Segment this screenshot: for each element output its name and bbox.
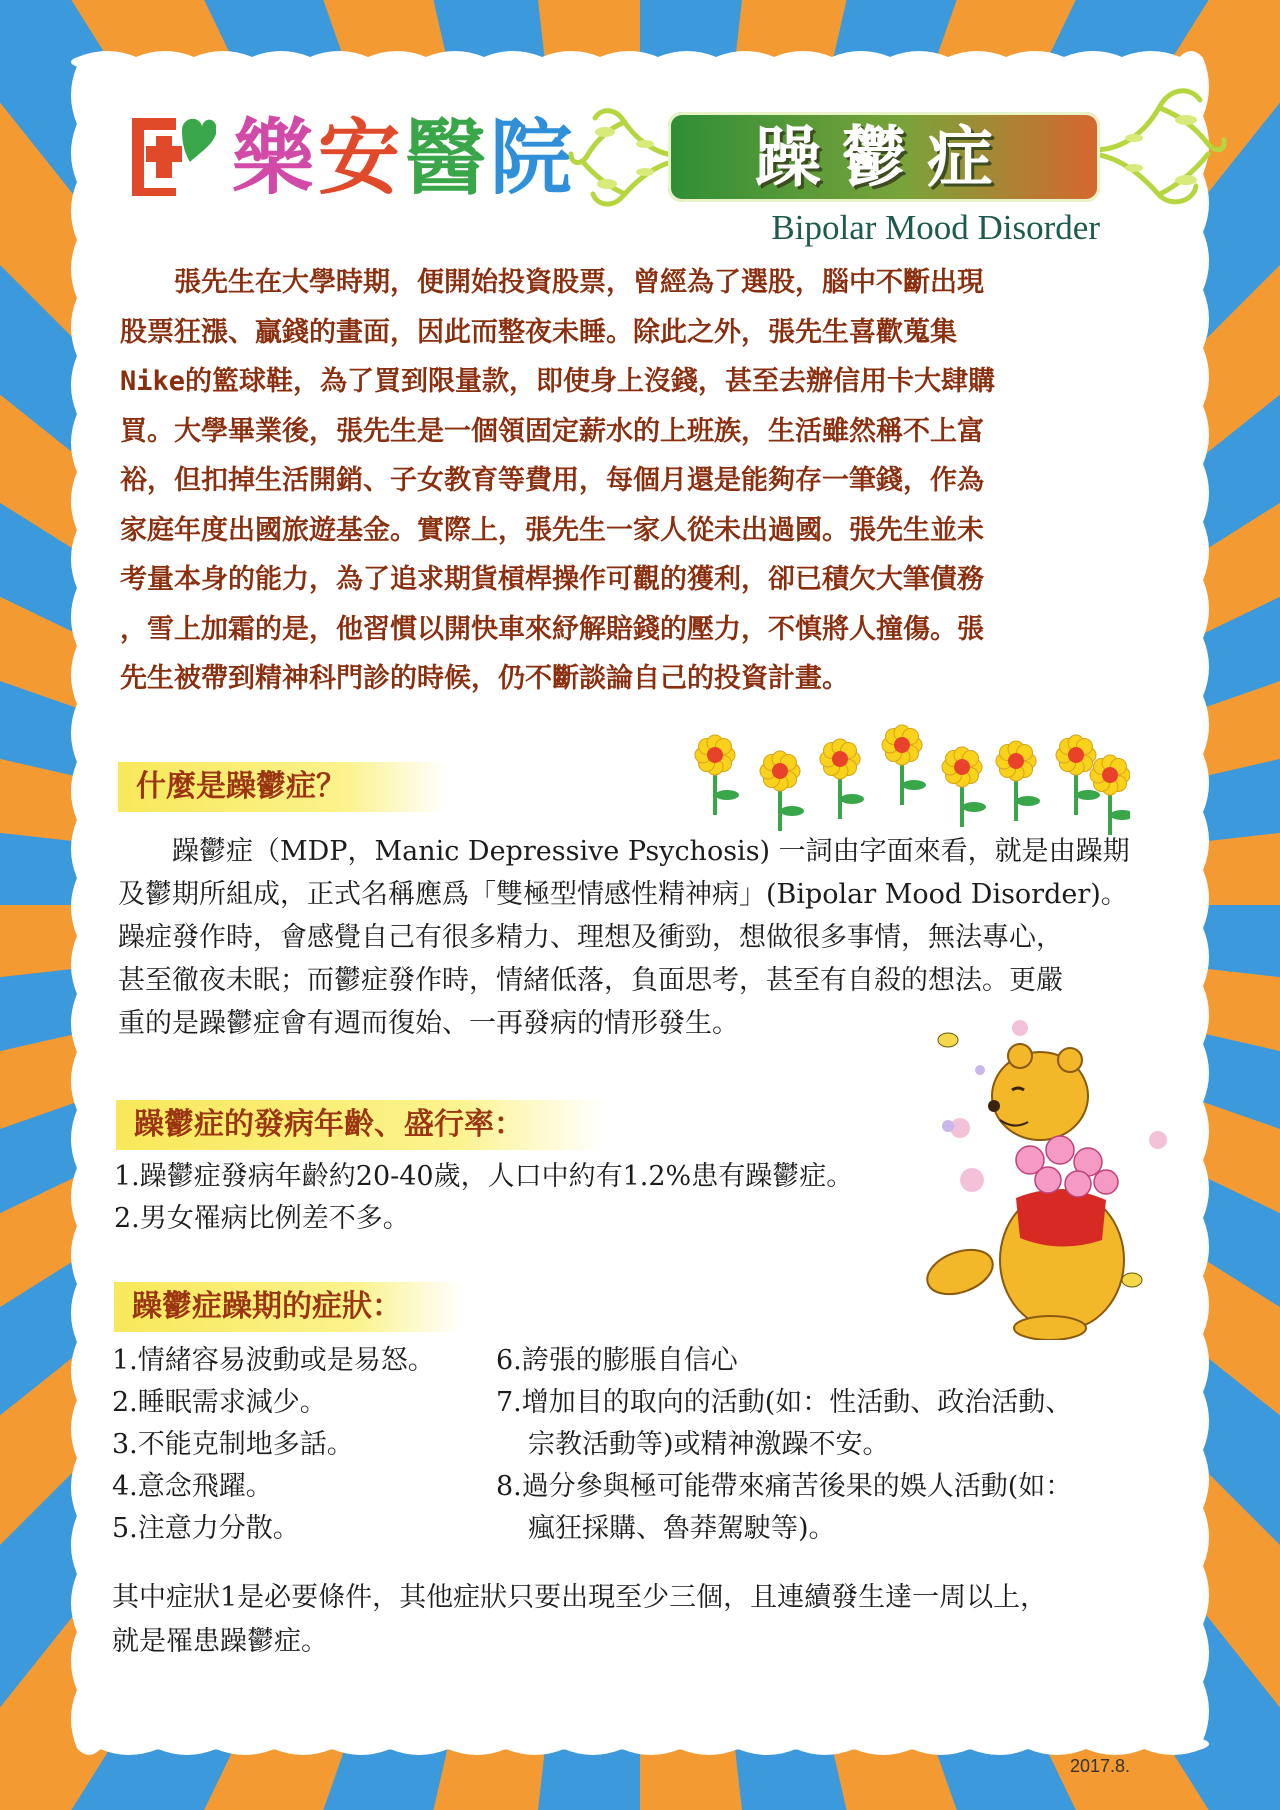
publish-date: 2017.8. [1070,1756,1131,1776]
symptom-item: 3.不能克制地多話。 [112,1429,354,1460]
case-story [120,258,1180,704]
symptom-item: 7.增加目的取向的活動(如：性活動、政治活動、 [496,1387,1073,1418]
story-line: 買。大學畢業後，張先生是一個領固定薪水的上班族，生活雖然稱不上富 [120,415,984,447]
sunflower [695,735,739,815]
green-vine-icon [1090,80,1230,210]
story-line: 股票狂漲、贏錢的畫面，因此而整夜未睡。除此之外，張先生喜歡蒐集 [120,316,957,348]
page-subtitle: Bipolar Mood Disorder [771,208,1100,247]
story-line: Nike的籃球鞋，為了買到限量款，即使身上沒錢，甚至去辦信用卡大肆購 [120,366,996,397]
symptom-list-left [112,1340,472,1550]
section-heading-symptoms: 躁鬱症躁期的症狀： [114,1282,462,1332]
diagnosis-criteria [112,1576,1172,1664]
list-item: 1.躁鬱症發病年齡約20-40歲，人口中約有1.2%患有躁鬱症。 [114,1161,854,1192]
symptom-item: 6.誇張的膨脹自信心 [496,1345,738,1376]
story-line: 家庭年度出國旅遊基金。實際上，張先生一家人從未出過國。張先生並未 [120,514,984,546]
story-line: 先生被帶到精神科門診的時候，仍不斷談論自己的投資計畫。 [120,663,849,694]
hospital-name [232,108,576,208]
bear-with-flowers-icon [920,1010,1170,1340]
symptom-item: 2.睡眠需求減少。 [112,1387,327,1418]
age-prevalence-list [114,1156,914,1240]
symptom-item: 4.意念飛躍。 [112,1471,273,1502]
hospital-name-char: 院 [490,110,577,206]
criteria-line: 就是罹患躁鬱症。 [112,1626,328,1657]
definition-line: 躁鬱症（MDP，Manic Depressive Psychosis) 一詞由字面來看，就是由躁期 [118,836,1130,867]
definition-line: 甚至徹夜未眠；而鬱症發作時，情緒低落，負面思考，甚至有自殺的想法。更嚴 [118,965,1063,996]
list-item: 2.男女罹病比例差不多。 [114,1203,410,1234]
section-heading-age: 躁鬱症的發病年齡、盛行率： [116,1100,604,1150]
story-line: 考量本身的能力，為了追求期貨槓桿操作可觀的獲利，卻已積欠大筆債務 [120,564,984,595]
story-line: 張先生在大學時期，便開始投資股票，曾經為了選股，腦中不斷出現 [120,267,984,298]
hospital-name-char: 安 [318,110,405,206]
definition-line: 躁症發作時，會感覺自己有很多精力、理想及衝勁，想做很多事情，無法專心， [118,922,1063,953]
symptom-item: 1.情緒容易波動或是易怒。 [112,1345,435,1376]
green-vine-icon [565,98,685,216]
symptom-item-continued: 宗教活動等)或精神激躁不安。 [528,1429,890,1460]
sunflower [760,751,804,831]
symptom-list-right [496,1340,1176,1550]
criteria-line: 其中症狀1是必要條件，其他症狀只要出現至少三個，且連續發生達一周以上， [112,1582,1048,1613]
sunflower-row-icon [680,715,1130,835]
hospital-logo-icon [124,112,216,200]
hospital-name-char: 醫 [404,110,491,206]
hospital-name-char: 樂 [232,110,319,206]
story-line: 裕，但扣掉生活開銷、子女教育等費用，每個月還是能夠存一筆錢，作為 [120,465,984,496]
symptom-item-continued: 瘋狂採購、魯莽駕駛等)。 [528,1513,836,1544]
symptom-item: 5.注意力分散。 [112,1513,300,1544]
sunflower [820,739,864,819]
definition-line: 重的是躁鬱症會有週而復始、一再發病的情形發生。 [118,1008,739,1039]
symptom-item: 8.過分參與極可能帶來痛苦後果的娛人活動(如： [496,1471,1073,1502]
definition-line: 及鬱期所組成，正式名稱應爲「雙極型情感性精神病」(Bipolar Mood Disorder)。 [118,879,1128,910]
sunflower [882,725,926,805]
page-title: 躁鬱症 [755,118,1013,196]
story-line: ，雪上加霜的是，他習慣以開快車來紓解賠錢的壓力，不慎將人撞傷。張 [120,613,984,645]
sunflower [942,747,986,827]
sunflower [996,741,1040,821]
section-heading-what: 什麼是躁鬱症？ [118,762,446,812]
